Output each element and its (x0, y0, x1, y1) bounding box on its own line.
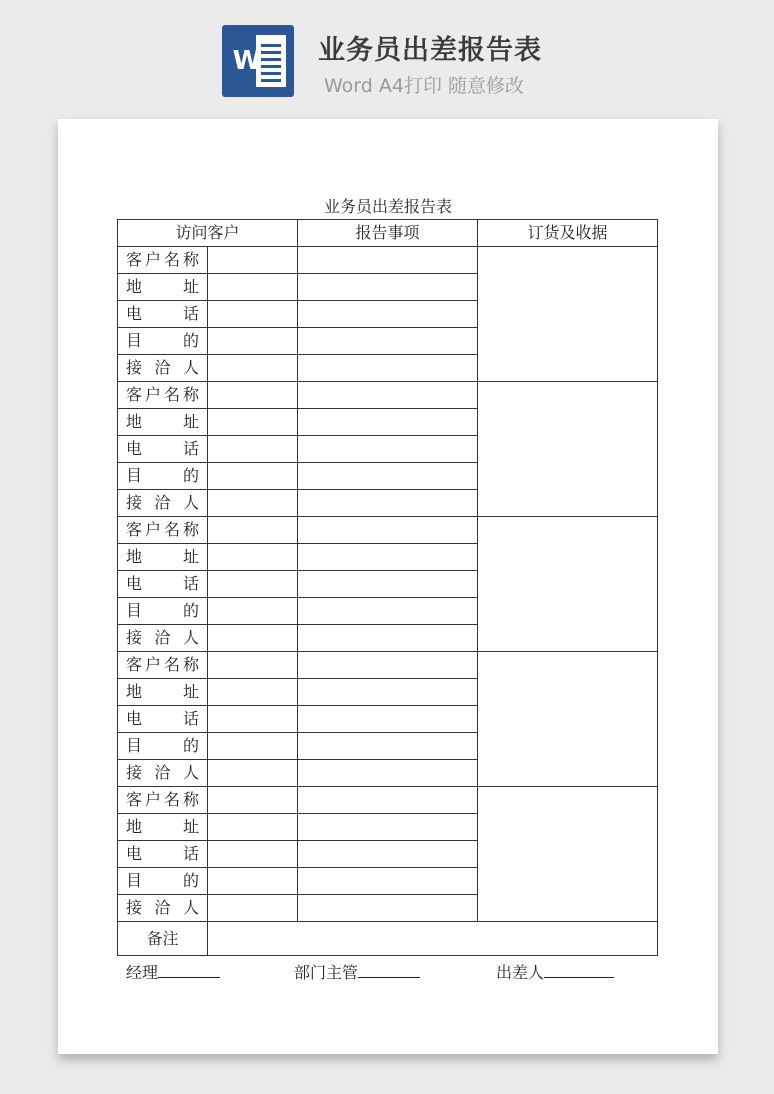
page-subtitle: Word A4打印 随意修改 (324, 75, 525, 97)
customer-value-cell[interactable] (208, 382, 298, 409)
row-label: 电话 (118, 571, 208, 598)
customer-value-cell[interactable] (208, 895, 298, 922)
word-icon (222, 25, 294, 97)
row-label: 电话 (118, 841, 208, 868)
report-item-cell[interactable] (298, 517, 478, 544)
report-item-cell[interactable] (298, 328, 478, 355)
signature-label: 部门主管 (294, 963, 359, 982)
row-label: 电话 (118, 436, 208, 463)
row-label: 接洽人 (118, 490, 208, 517)
report-item-cell[interactable] (298, 787, 478, 814)
report-item-cell[interactable] (298, 868, 478, 895)
customer-value-cell[interactable] (208, 625, 298, 652)
row-label: 目的 (118, 733, 208, 760)
row-label: 地址 (118, 814, 208, 841)
row-label: 目的 (118, 598, 208, 625)
report-item-cell[interactable] (298, 382, 478, 409)
report-item-cell[interactable] (298, 301, 478, 328)
orders-receipts-cell[interactable] (478, 247, 658, 382)
customer-value-cell[interactable] (208, 301, 298, 328)
column-header-orders-receipts: 订货及收据 (478, 220, 658, 247)
word-icon-letter: W (232, 46, 262, 76)
report-item-cell[interactable] (298, 409, 478, 436)
report-item-cell[interactable] (298, 544, 478, 571)
row-label: 接洽人 (118, 625, 208, 652)
customer-value-cell[interactable] (208, 760, 298, 787)
customer-value-cell[interactable] (208, 868, 298, 895)
customer-value-cell[interactable] (208, 409, 298, 436)
customer-value-cell[interactable] (208, 544, 298, 571)
signature-label: 出差人 (496, 963, 545, 982)
report-item-cell[interactable] (298, 706, 478, 733)
customer-value-cell[interactable] (208, 517, 298, 544)
document-title: 业务员出差报告表 (323, 197, 452, 216)
customer-value-cell[interactable] (208, 247, 298, 274)
customer-value-cell[interactable] (208, 706, 298, 733)
signature-traveler (496, 961, 614, 983)
row-label: 电话 (118, 301, 208, 328)
orders-receipts-cell[interactable] (478, 787, 658, 922)
report-item-cell[interactable] (298, 463, 478, 490)
remark-row (118, 922, 658, 956)
customer-value-cell[interactable] (208, 463, 298, 490)
table-row (118, 517, 658, 544)
customer-value-cell[interactable] (208, 733, 298, 760)
report-item-cell[interactable] (298, 733, 478, 760)
customer-value-cell[interactable] (208, 490, 298, 517)
customer-value-cell[interactable] (208, 436, 298, 463)
report-item-cell[interactable] (298, 436, 478, 463)
remark-input-cell[interactable] (208, 922, 658, 956)
row-label: 目的 (118, 463, 208, 490)
report-item-cell[interactable] (298, 490, 478, 517)
report-item-cell[interactable] (298, 895, 478, 922)
page-header (0, 0, 774, 118)
row-label: 客户名称 (118, 517, 208, 544)
row-label: 电话 (118, 706, 208, 733)
row-label: 地址 (118, 409, 208, 436)
customer-value-cell[interactable] (208, 274, 298, 301)
orders-receipts-cell[interactable] (478, 382, 658, 517)
row-label: 接洽人 (118, 760, 208, 787)
customer-value-cell[interactable] (208, 328, 298, 355)
signature-manager (126, 961, 220, 983)
report-item-cell[interactable] (298, 814, 478, 841)
row-label: 客户名称 (118, 787, 208, 814)
signature-dept-head (294, 961, 420, 983)
customer-value-cell[interactable] (208, 679, 298, 706)
orders-receipts-cell[interactable] (478, 517, 658, 652)
customer-value-cell[interactable] (208, 571, 298, 598)
orders-receipts-cell[interactable] (478, 652, 658, 787)
signature-line[interactable] (358, 961, 420, 978)
row-label: 地址 (118, 274, 208, 301)
customer-value-cell[interactable] (208, 355, 298, 382)
signature-line[interactable] (158, 961, 220, 978)
customer-value-cell[interactable] (208, 598, 298, 625)
signature-label: 经理 (126, 963, 159, 982)
row-label: 地址 (118, 679, 208, 706)
table-row (118, 652, 658, 679)
report-item-cell[interactable] (298, 598, 478, 625)
row-label: 目的 (118, 328, 208, 355)
document-page (58, 119, 718, 1054)
report-item-cell[interactable] (298, 652, 478, 679)
table-header-row (118, 220, 658, 247)
row-label: 客户名称 (118, 652, 208, 679)
customer-value-cell[interactable] (208, 814, 298, 841)
report-item-cell[interactable] (298, 760, 478, 787)
row-label: 接洽人 (118, 895, 208, 922)
customer-value-cell[interactable] (208, 841, 298, 868)
table-row (118, 787, 658, 814)
customer-value-cell[interactable] (208, 652, 298, 679)
signature-line[interactable] (544, 961, 614, 978)
customer-value-cell[interactable] (208, 787, 298, 814)
report-item-cell[interactable] (298, 247, 478, 274)
row-label: 客户名称 (118, 247, 208, 274)
table-row (118, 247, 658, 274)
report-item-cell[interactable] (298, 355, 478, 382)
page-title: 业务员出差报告表 (318, 35, 542, 66)
report-item-cell[interactable] (298, 274, 478, 301)
table-row (118, 382, 658, 409)
row-label: 目的 (118, 868, 208, 895)
report-item-cell[interactable] (298, 571, 478, 598)
row-label: 接洽人 (118, 355, 208, 382)
remark-label: 备注 (118, 922, 208, 956)
report-item-cell[interactable] (298, 679, 478, 706)
report-table (117, 219, 658, 956)
row-label: 客户名称 (118, 382, 208, 409)
column-header-visit-customer: 访问客户 (118, 220, 298, 247)
report-item-cell[interactable] (298, 841, 478, 868)
column-header-report-items: 报告事项 (298, 220, 478, 247)
row-label: 地址 (118, 544, 208, 571)
report-item-cell[interactable] (298, 625, 478, 652)
